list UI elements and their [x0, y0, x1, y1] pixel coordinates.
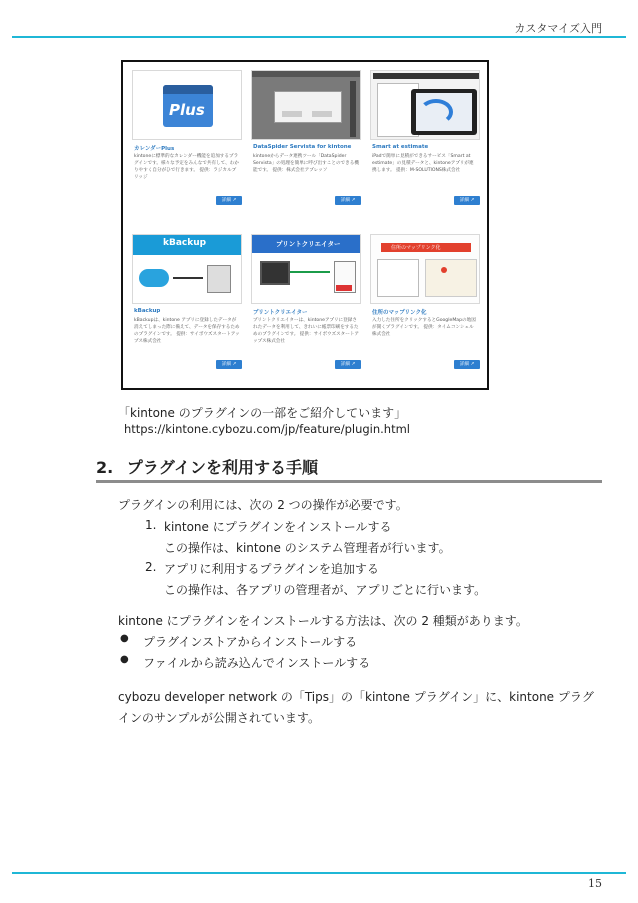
detail-button[interactable]: 詳細 ↗: [335, 360, 361, 369]
plugin-card: [251, 70, 361, 210]
thumb-label: 住所のマップリンク化: [391, 245, 441, 251]
card-title: Smart at estimate: [372, 144, 429, 150]
detail-button[interactable]: 詳細 ↗: [454, 360, 480, 369]
section-rule: [96, 480, 602, 483]
bullet-icon: ●: [120, 633, 129, 644]
step-subtext: この操作は、kintone のシステム管理者が行います。: [164, 541, 451, 555]
card-thumbnail: [251, 70, 361, 140]
section-number: 2.: [96, 458, 114, 477]
step-text: kintone にプラグインをインストールする: [164, 520, 392, 534]
caption: 「kintone のプラグインの一部をご紹介しています」: [118, 406, 407, 420]
card-title: 住所のマップリンク化: [372, 310, 427, 316]
plugin-card: [370, 234, 480, 374]
card-title: カレンダーPlus: [134, 146, 175, 152]
footer-rule: [12, 872, 626, 874]
card-description: iPadで簡単に見積ができるサービス「Smart at estimate」の見積データと、kintoneアプリが連携します。 提供：M-SOLUTIONS株式会社: [372, 154, 474, 173]
card-thumbnail: [132, 70, 242, 140]
card-description: kintoneに標準的なカレンダー機能を追加するプラグインです。様々な予定をみんなで共有して、わかりやすく自分がひで行きます。 提供：ラジカルブリッジ: [134, 154, 239, 180]
step-subtext: この操作は、各アプリの管理者が、アプリごとに行います。: [164, 583, 487, 597]
plugin-card: [132, 70, 242, 210]
plugin-screenshot: [121, 60, 489, 390]
card-thumbnail: [370, 234, 480, 304]
header-rule: [12, 36, 626, 38]
detail-button[interactable]: 詳細 ↗: [216, 360, 242, 369]
card-description: プリントクリエイターは、kintoneアプリに登録されたデータを利用して、きれいに帳票印刷をするためのプラグインです。 提供：サイボウズスタートアップス株式会社: [253, 318, 359, 344]
detail-button[interactable]: 詳細 ↗: [335, 196, 361, 205]
plugin-card: [132, 234, 242, 374]
card-thumbnail: [251, 234, 361, 304]
bullet-item: ファイルから読み込んでインストールする: [143, 656, 371, 670]
plugin-card: [251, 234, 361, 374]
closing-paragraph: cybozu developer network の「Tips」の「kintone プラグイン」に、kintone プラグ: [118, 690, 594, 704]
card-title: kBackup: [134, 308, 161, 314]
step-number: 2.: [145, 560, 157, 574]
card-thumbnail: [370, 70, 480, 140]
plugin-card: [370, 70, 480, 210]
caption-url[interactable]: https://kintone.cybozu.com/jp/feature/plugin.html: [124, 422, 410, 436]
card-description: kBackupは、kintone アプリに登録したデータが消えてしまった際に備えて、データを保存するためのプラグインです。 提供：サイボウズスタートアップス株式会社: [134, 318, 240, 344]
card-description: kintoneからデータ連携ツール「DataSpider Servista」の処理を簡単に呼び出すことのできる機能です。 提供：株式会社アプレッソ: [253, 154, 359, 173]
header-title: カスタマイズ入門: [514, 22, 602, 35]
bullet-item: プラグインストアからインストールする: [143, 635, 358, 649]
section-heading: [96, 455, 318, 478]
install-intro: kintone にプラグインをインストールする方法は、次の 2 種類があります。: [118, 614, 528, 628]
detail-button[interactable]: 詳細 ↗: [216, 196, 242, 205]
step-text: アプリに利用するプラグインを追加する: [164, 562, 379, 576]
closing-paragraph: インのサンプルが公開されています。: [118, 711, 320, 725]
card-thumbnail: [132, 234, 242, 304]
card-title: DataSpider Servista for kintone: [253, 144, 352, 150]
card-description: 入力した住所をクリックするとGoogleMapの地図が開くプラグインです。 提供：タイムコンシェル株式会社: [372, 318, 476, 337]
card-title: プリントクリエイター: [253, 310, 308, 316]
thumb-label: プリントクリエイター: [276, 240, 341, 248]
section-title: プラグインを利用する手順: [126, 458, 318, 477]
step-number: 1.: [145, 518, 157, 532]
thumb-label: Plus: [169, 101, 205, 119]
intro-paragraph: プラグインの利用には、次の 2 つの操作が必要です。: [118, 498, 408, 512]
page-number: 15: [588, 877, 602, 890]
thumb-label: kBackup: [163, 238, 207, 248]
bullet-icon: ●: [120, 654, 129, 665]
detail-button[interactable]: 詳細 ↗: [454, 196, 480, 205]
